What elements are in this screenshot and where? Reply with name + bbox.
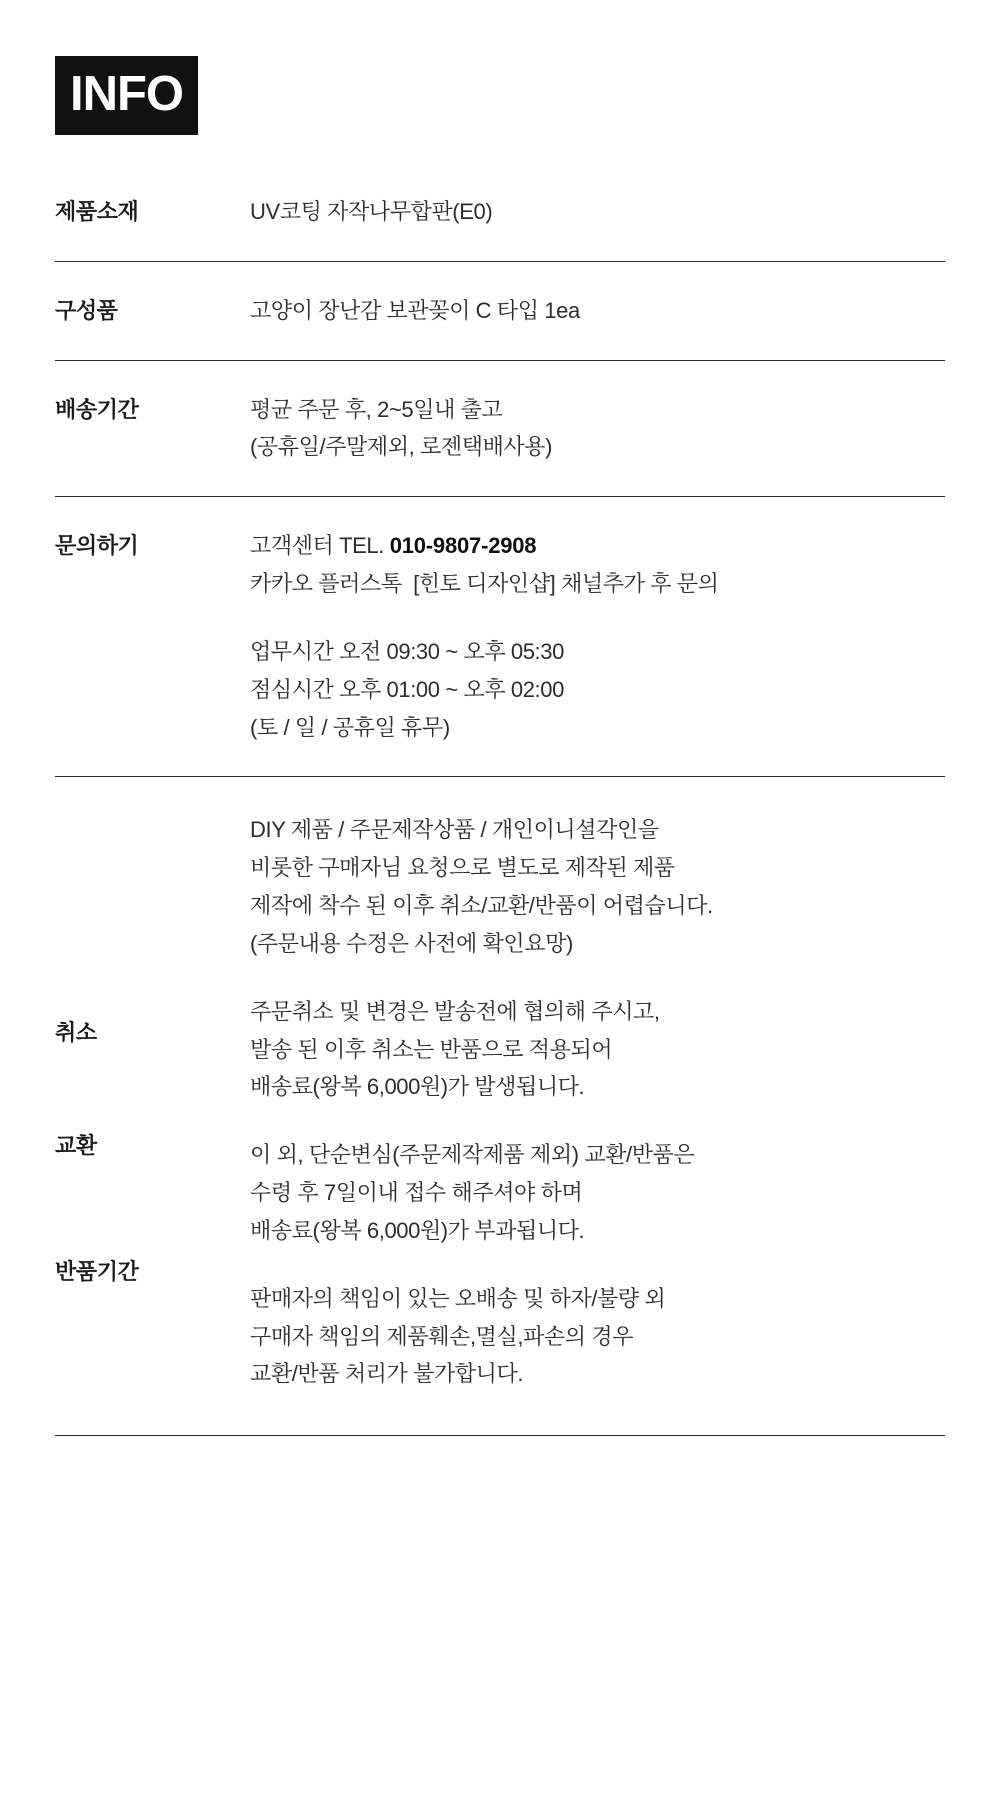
diy-line-3: 제작에 착수 된 이후 취소/교환/반품이 어렵습니다.: [250, 893, 713, 919]
return-line-3: 배송료(왕복 6,000원)가 부과됩니다.: [250, 1217, 585, 1243]
table-row-components: [55, 261, 945, 360]
components-line-1: 고양이 장난감 보관꽂이 C 타입 1ea: [250, 297, 580, 323]
row-label-material: 제품소재: [55, 199, 139, 224]
seller-line-2: 구매자 책임의 제품훼손,멸실,파손의 경우: [250, 1323, 634, 1349]
diy-line-4: (주문내용 수정은 사전에 확인요망): [250, 930, 573, 956]
table-row-policy: [55, 776, 945, 1393]
row-value-material: [250, 193, 945, 231]
row-value-shipping: [250, 391, 945, 467]
policy-label-spacer-1: [55, 811, 250, 1016]
row-label-components: 구성품: [55, 297, 118, 323]
policy-gap-1: [250, 963, 945, 993]
info-table: [55, 171, 945, 1393]
row-label-shipping: 배송기간: [55, 396, 139, 422]
seller-line-3: 교환/반품 처리가 불가합니다.: [250, 1361, 524, 1387]
contact-hours-line-3: (토 / 일 / 공휴일 휴무): [250, 714, 450, 740]
policy-label-spacer-3: [55, 1160, 250, 1255]
return-line-2: 수령 후 7일이내 접수 해주셔야 하며: [250, 1180, 583, 1206]
table-row-contact: [55, 496, 945, 776]
policy-body: [250, 811, 945, 1393]
policy-return-notice: [250, 1136, 945, 1249]
row-value-contact: [250, 527, 945, 746]
policy-diy-notice: [250, 811, 945, 962]
diy-line-1: DIY 제품 / 주문제작상품 / 개인이니셜각인을: [250, 817, 659, 843]
contact-kakao-line: 카카오 플러스톡 [힌토 디자인샵] 채널추가 후 문의: [250, 571, 719, 597]
row-label-contact: 문의하기: [55, 533, 139, 559]
table-row-material: [55, 171, 945, 261]
shipping-line-1: 평균 주문 후, 2~5일내 출고: [250, 396, 503, 422]
row-label-cancel: 취소: [55, 1020, 97, 1046]
table-row-shipping: [55, 360, 945, 497]
contact-tel-line: [250, 527, 945, 565]
shipping-line-2: (공휴일/주말제외, 로젠택배사용): [250, 434, 553, 460]
policy-gap-3: [250, 1250, 945, 1280]
page-title: INFO: [55, 56, 198, 135]
policy-labels: [55, 811, 250, 1286]
diy-line-2: 비롯한 구매자님 요청으로 별도로 제작된 제품: [250, 855, 675, 881]
row-value-components: [250, 292, 945, 330]
contact-hours-line-2: 점심시간 오후 01:00 ~ 오후 02:00: [250, 676, 564, 702]
policy-label-spacer-2: [55, 1047, 250, 1129]
seller-line-1: 판매자의 책임이 있는 오배송 및 하자/불량 외: [250, 1285, 666, 1311]
cancel-line-3: 배송료(왕복 6,000원)가 발생됩니다.: [250, 1074, 585, 1100]
policy-cancel-notice: [250, 993, 945, 1106]
contact-gap: [250, 603, 945, 633]
return-line-1: 이 외, 단순변심(주문제작제품 제외) 교환/반품은: [250, 1142, 695, 1168]
row-label-exchange: 교환: [55, 1133, 97, 1159]
info-title-container: [0, 0, 1000, 135]
contact-hours-line-1: 업무시간 오전 09:30 ~ 오후 05:30: [250, 638, 564, 664]
bottom-divider: [55, 1435, 945, 1436]
policy-gap-2: [250, 1106, 945, 1136]
policy-seller-notice: [250, 1280, 945, 1393]
cancel-line-2: 발송 된 이후 취소는 반품으로 적용되어: [250, 1036, 613, 1062]
contact-tel-number[interactable]: 010-9807-2908: [389, 533, 537, 559]
row-label-return-period: 반품기간: [55, 1259, 139, 1285]
cancel-line-1: 주문취소 및 변경은 발송전에 협의해 주시고,: [250, 998, 660, 1024]
material-line-1: UV코팅 자작나무합판(E0): [250, 199, 493, 224]
contact-tel-prefix: 고객센터 TEL.: [250, 533, 390, 559]
